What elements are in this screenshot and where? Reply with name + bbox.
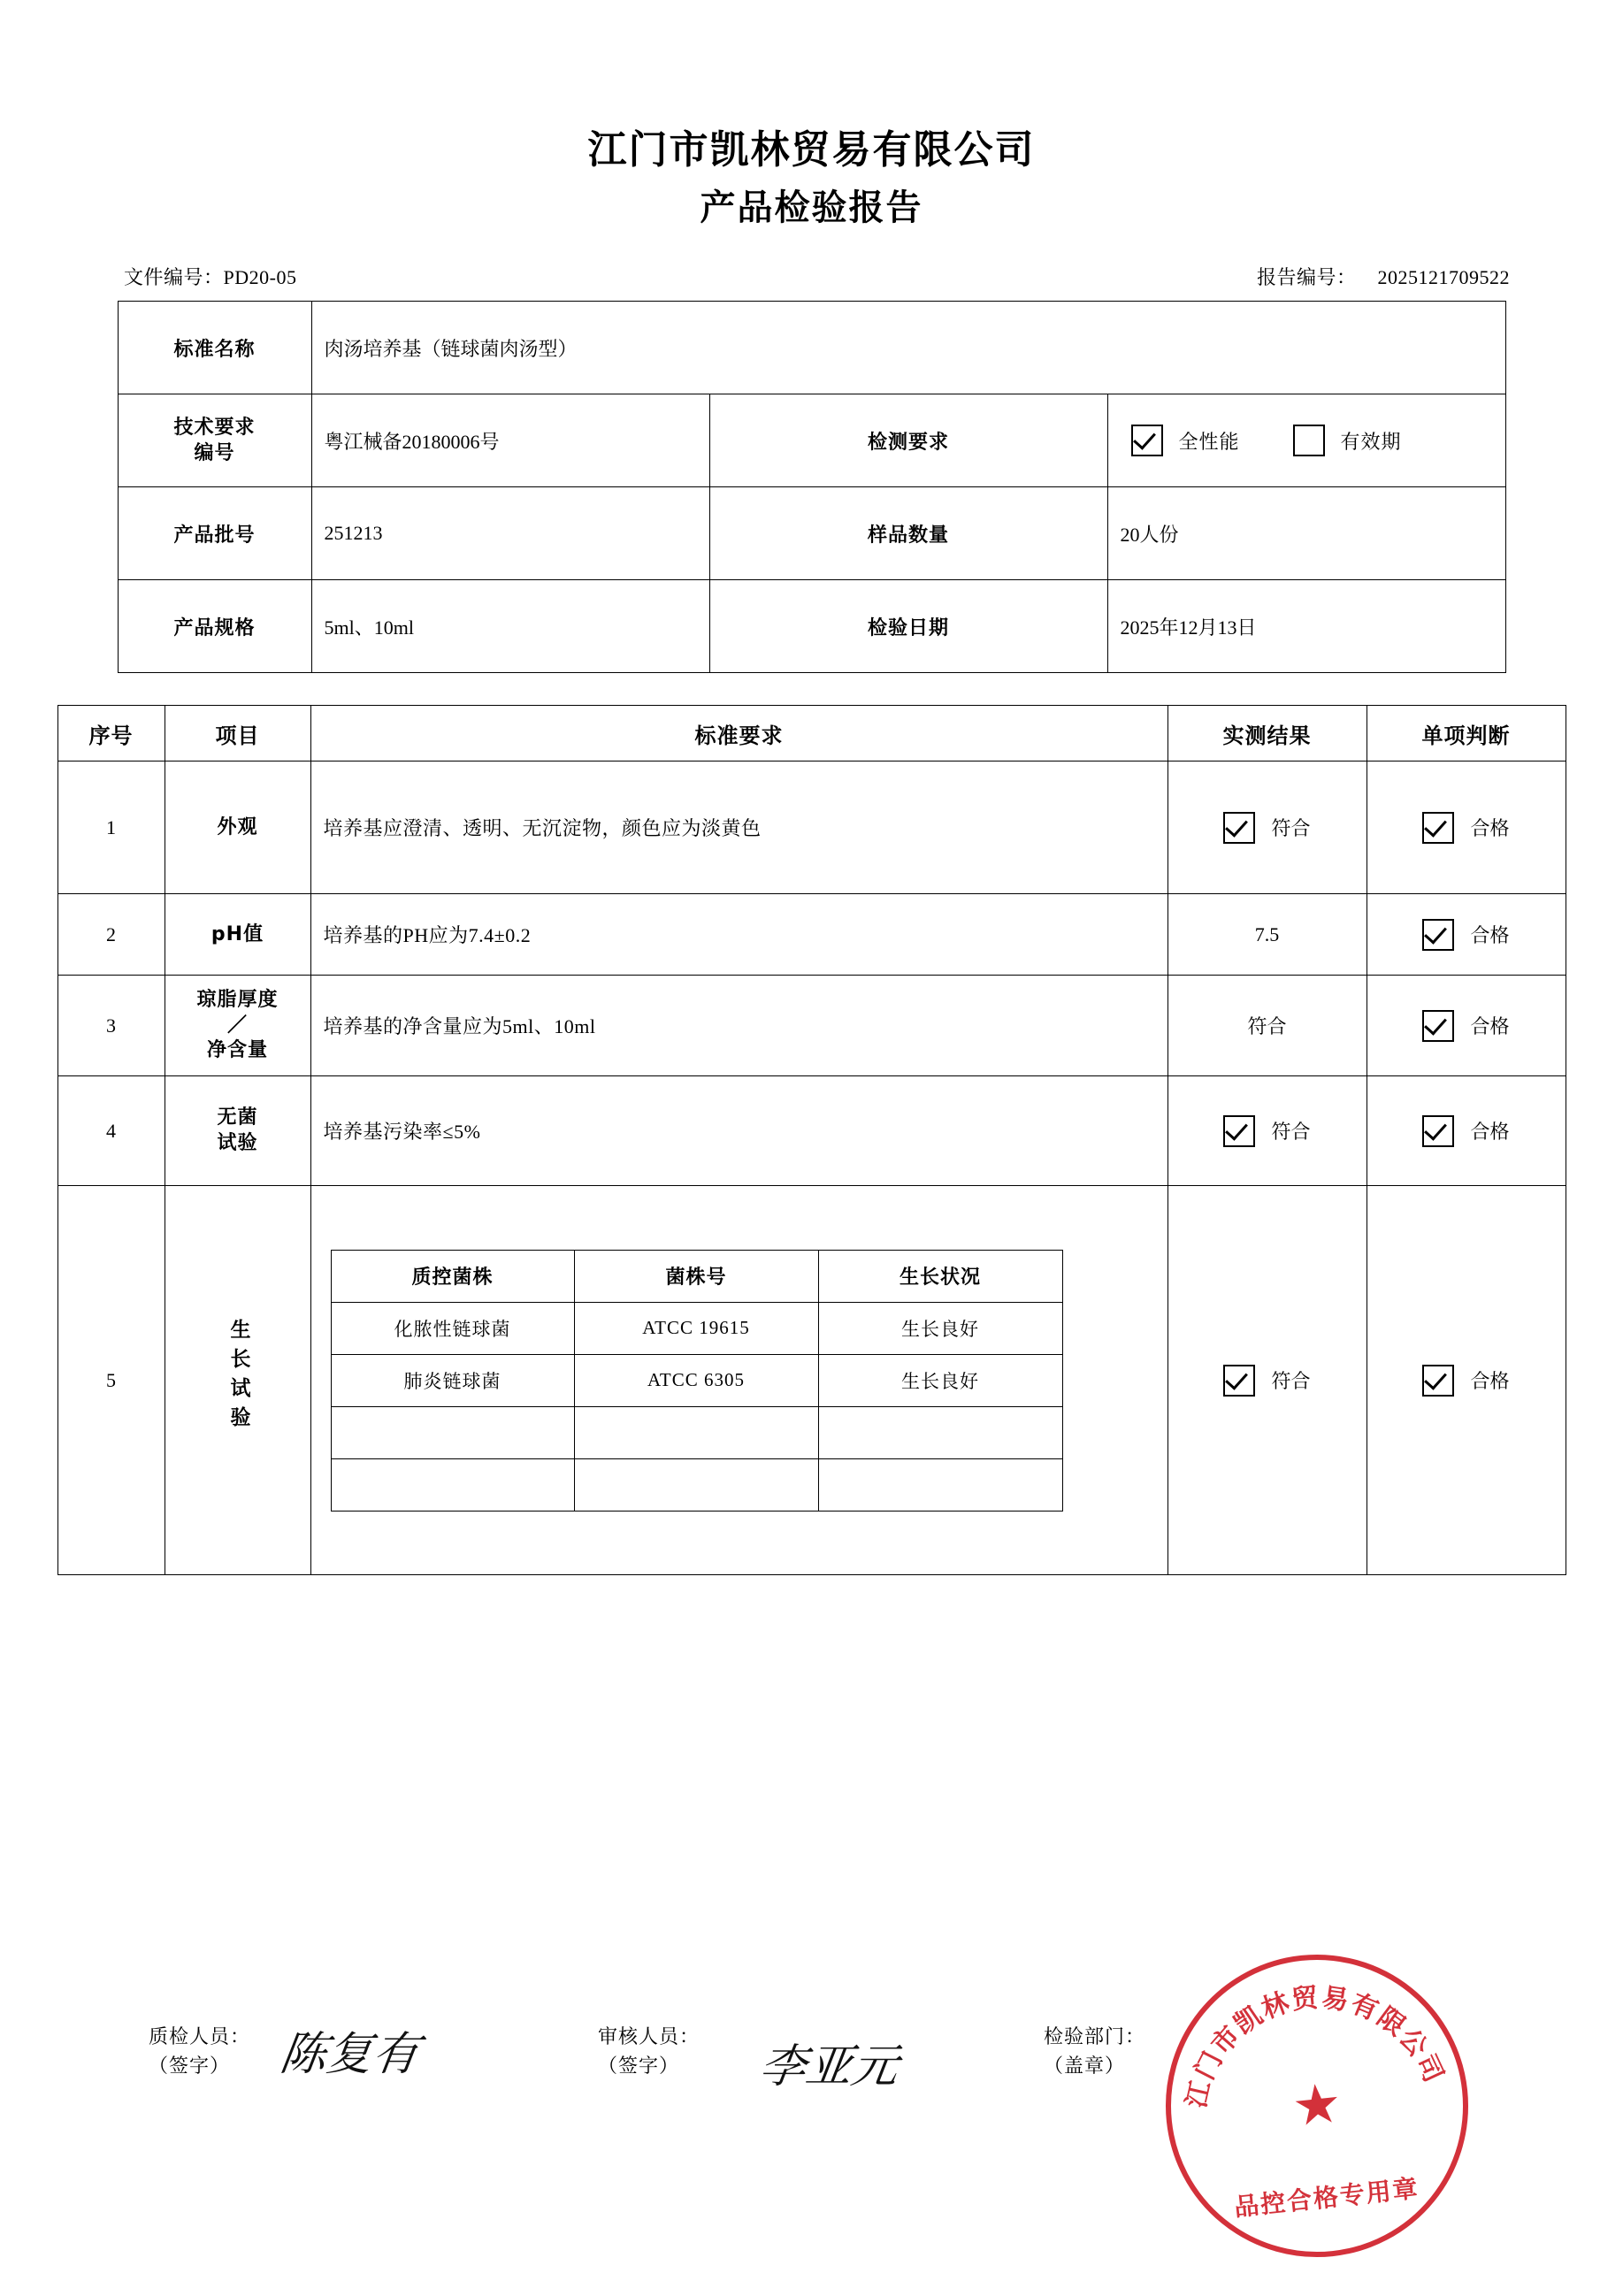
batch-label: 产品批号 xyxy=(118,487,311,580)
row-judgement-label: 合格 xyxy=(1470,1370,1510,1393)
row-measured: 7.5 xyxy=(1167,894,1367,976)
row-measured xyxy=(1167,1186,1367,1575)
row-judgement-label: 合格 xyxy=(1470,817,1510,840)
test-requirement-label: 检测要求 xyxy=(709,394,1107,487)
test-requirement-option-full-label: 全性能 xyxy=(1178,430,1240,453)
test-date-label: 检验日期 xyxy=(709,580,1107,673)
row-judgement-label: 合格 xyxy=(1470,1015,1510,1038)
growth-cell-status xyxy=(818,1458,1062,1511)
qc-signature-label xyxy=(149,2022,250,2080)
row-measured: 符合 xyxy=(1167,976,1367,1076)
test-requirement-option-validity-label: 有效期 xyxy=(1340,430,1402,453)
row-item-label: 生长试验 xyxy=(226,1318,250,1435)
row-item-line3: 净含量 xyxy=(206,1039,268,1062)
row-item: pH值 xyxy=(165,894,310,976)
row-item xyxy=(165,1186,310,1575)
growth-cell-status xyxy=(818,1406,1062,1458)
table-header-row xyxy=(331,1250,1062,1302)
sample-qty-label: 样品数量 xyxy=(709,487,1107,580)
qc-signature-label-line1: 质检人员： xyxy=(149,2025,251,2047)
table-row xyxy=(57,1186,1566,1575)
table-header-row xyxy=(57,706,1566,762)
col-header-measured: 实测结果 xyxy=(1167,706,1367,762)
company-red-stamp xyxy=(1151,1940,1483,2272)
growth-cell-strain-no: ATCC 19615 xyxy=(574,1302,818,1354)
page-title: 产品检验报告 xyxy=(700,188,923,229)
product-info-table xyxy=(118,301,1506,673)
company-name: 江门市凯林贸易有限公司 xyxy=(587,127,1036,172)
row-measured-label: 符合 xyxy=(1271,1121,1311,1144)
checkbox-checked-icon[interactable] xyxy=(1422,1365,1454,1397)
row-judgement-label: 合格 xyxy=(1470,1121,1510,1144)
checkbox-checked-icon[interactable] xyxy=(1223,1115,1255,1147)
tech-requirement-label-line1: 技术要求 xyxy=(173,416,256,439)
row-item-line2: ／ xyxy=(226,1014,248,1037)
col-header-judgement: 单项判断 xyxy=(1367,706,1566,762)
inspection-result-table xyxy=(57,705,1566,1575)
row-item-line1: 琼脂厚度 xyxy=(196,989,279,1011)
row-judgement-label: 合格 xyxy=(1470,924,1510,947)
row-item: 外观 xyxy=(165,762,310,894)
row-judgement xyxy=(1367,1076,1566,1186)
row-judgement xyxy=(1367,976,1566,1076)
auditor-signature-handwriting: 李亚元 xyxy=(756,2040,902,2093)
col-header-requirement: 标准要求 xyxy=(310,706,1167,762)
table-row xyxy=(57,976,1566,1076)
growth-cell-strain-no: ATCC 6305 xyxy=(574,1354,818,1406)
tech-requirement-value: 粤江械备20180006号 xyxy=(311,394,709,487)
checkbox-empty-icon[interactable] xyxy=(1293,425,1325,456)
spec-value: 5ml、10ml xyxy=(311,580,709,673)
checkbox-checked-icon[interactable] xyxy=(1422,919,1454,951)
row-item-line1: 无菌 xyxy=(217,1106,258,1129)
row-item xyxy=(165,1076,310,1186)
growth-col-header-strain-no: 菌株号 xyxy=(574,1250,818,1302)
sample-qty-value: 20人份 xyxy=(1107,487,1505,580)
table-row xyxy=(118,302,1505,394)
col-header-item: 项目 xyxy=(165,706,310,762)
batch-value: 251213 xyxy=(311,487,709,580)
report-number-value: 2025121709522 xyxy=(1377,266,1510,289)
row-no: 1 xyxy=(57,762,165,894)
row-no: 3 xyxy=(57,976,165,1076)
test-requirement-options xyxy=(1107,394,1505,487)
row-judgement xyxy=(1367,894,1566,976)
table-row xyxy=(331,1406,1062,1458)
star-icon: ★ xyxy=(1289,2073,1345,2139)
test-requirement-option-validity[interactable] xyxy=(1293,425,1402,456)
stamp-bottom-text: 品控合格专用章 xyxy=(1232,2173,1421,2223)
table-row xyxy=(118,580,1505,673)
document-header xyxy=(0,0,1623,233)
row-item-line2: 试验 xyxy=(217,1131,258,1154)
growth-cell-strain-no xyxy=(574,1406,818,1458)
growth-col-header-status: 生长状况 xyxy=(818,1250,1062,1302)
row-measured xyxy=(1167,1076,1367,1186)
test-date-value: 2025年12月13日 xyxy=(1107,580,1505,673)
table-row xyxy=(331,1302,1062,1354)
growth-cell-strain-no xyxy=(574,1458,818,1511)
growth-cell-status: 生长良好 xyxy=(818,1354,1062,1406)
table-row xyxy=(331,1354,1062,1406)
tech-requirement-label xyxy=(118,394,311,487)
growth-cell-status: 生长良好 xyxy=(818,1302,1062,1354)
spec-label: 产品规格 xyxy=(118,580,311,673)
tech-requirement-label-line2: 编号 xyxy=(194,442,235,465)
signature-footer xyxy=(0,1981,1623,2246)
growth-cell-strain: 化脓性链球菌 xyxy=(331,1302,574,1354)
row-no: 2 xyxy=(57,894,165,976)
growth-cell-strain xyxy=(331,1458,574,1511)
row-requirement: 培养基的PH应为7.4±0.2 xyxy=(310,894,1167,976)
row-measured xyxy=(1167,762,1367,894)
table-row xyxy=(57,1076,1566,1186)
row-judgement xyxy=(1367,762,1566,894)
department-stamp-label-line1: 检验部门： xyxy=(1044,2025,1146,2047)
row-judgement xyxy=(1367,1186,1566,1575)
document-number: 文件编号：PD20-05 xyxy=(124,266,297,289)
table-row xyxy=(57,894,1566,976)
document-meta-row xyxy=(124,263,1510,290)
qc-signature-label-line2: （签字） xyxy=(149,2055,231,2077)
checkbox-checked-icon[interactable] xyxy=(1223,812,1255,844)
growth-test-table xyxy=(331,1250,1063,1512)
table-row xyxy=(118,487,1505,580)
row-no: 4 xyxy=(57,1076,165,1186)
test-requirement-option-full[interactable] xyxy=(1131,425,1240,456)
standard-name-value: 肉汤培养基（链球菌肉汤型） xyxy=(311,302,1505,394)
row-requirement: 培养基的净含量应为5ml、10ml xyxy=(310,976,1167,1076)
growth-col-header-strain: 质控菌株 xyxy=(331,1250,574,1302)
department-stamp-label-line2: （盖章） xyxy=(1044,2055,1126,2077)
report-number-label: 报告编号： xyxy=(1256,266,1357,289)
row-requirement: 培养基应澄清、透明、无沉淀物，颜色应为淡黄色 xyxy=(310,762,1167,894)
growth-cell-strain: 肺炎链球菌 xyxy=(331,1354,574,1406)
checkbox-checked-icon[interactable] xyxy=(1223,1365,1255,1397)
checkbox-checked-icon[interactable] xyxy=(1131,425,1163,456)
table-row xyxy=(331,1458,1062,1511)
row-requirement: 培养基污染率≤5% xyxy=(310,1076,1167,1186)
report-number xyxy=(1257,263,1510,290)
auditor-signature-label-line2: （签字） xyxy=(598,2055,680,2077)
auditor-signature-label xyxy=(598,2022,700,2080)
table-row xyxy=(118,394,1505,487)
row-measured-label: 符合 xyxy=(1271,1370,1311,1393)
growth-cell-strain xyxy=(331,1406,574,1458)
department-stamp-label xyxy=(1044,2022,1145,2080)
row-measured-label: 符合 xyxy=(1271,817,1311,840)
row-item xyxy=(165,976,310,1076)
checkbox-checked-icon[interactable] xyxy=(1422,1010,1454,1042)
qc-signature-handwriting: 陈复有 xyxy=(277,2028,423,2081)
col-header-no: 序号 xyxy=(57,706,165,762)
growth-test-cell xyxy=(310,1186,1167,1575)
stamp-top-text: 江门市凯林贸易有限公司 xyxy=(1181,1982,1451,2111)
checkbox-checked-icon[interactable] xyxy=(1422,812,1454,844)
row-no: 5 xyxy=(57,1186,165,1575)
checkbox-checked-icon[interactable] xyxy=(1422,1115,1454,1147)
auditor-signature-label-line1: 审核人员： xyxy=(598,2025,700,2047)
standard-name-label: 标准名称 xyxy=(118,302,311,394)
table-row xyxy=(57,762,1566,894)
